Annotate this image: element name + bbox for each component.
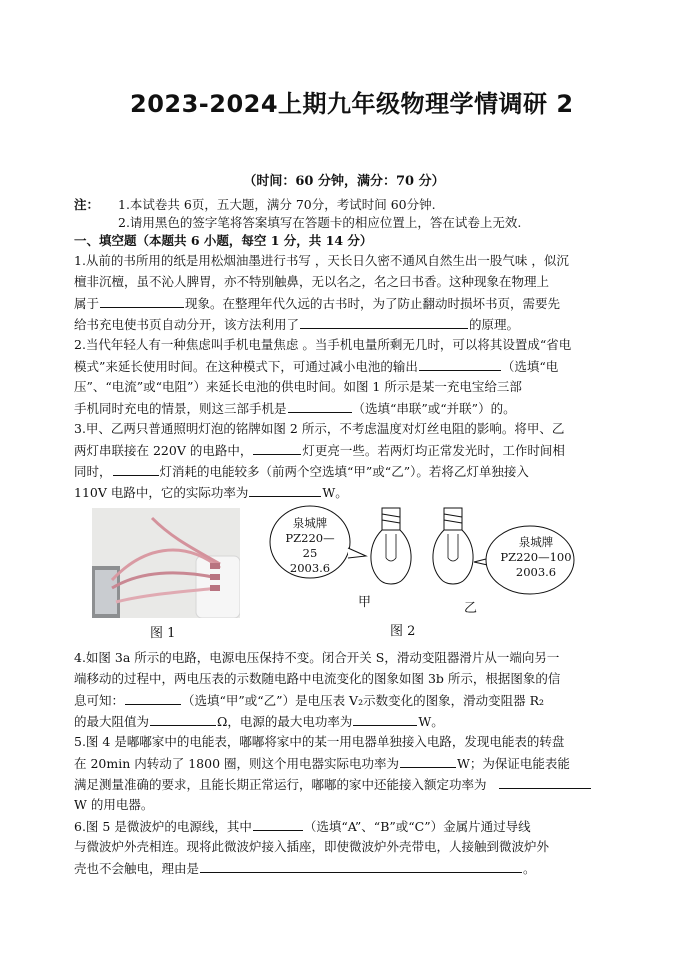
figure-1-caption: 图 1 [150,626,176,641]
q3-line-1: 3.甲、乙两只普通照明灯泡的铭牌如图 2 所示，不考虑温度对灯丝电阻的影响。将甲、乙 [74,421,565,436]
q5-blank-1[interactable] [400,754,456,768]
q4-line-2: 端移动的过程中，两电压表的示数随电路中电流变化的图象如图 3b 所示，根据图象的信 [74,671,561,686]
q6-line-2: 与微波炉外壳相连。现将此微波炉接入插座，即使微波炉外壳带电，人接触到微波炉外 [74,839,550,854]
figure-2-caption: 图 2 [390,624,416,639]
q1-blank-2[interactable] [300,315,468,329]
q4-blank-3[interactable] [353,712,417,726]
q1-blank-1[interactable] [100,294,184,308]
q6-blank-1[interactable] [253,817,303,831]
q5-line-1: 5.图 4 是嘟嘟家中的电能表，嘟嘟将家中的某一用电器单独接入电路，发现电能表的转盘 [74,734,565,749]
q6-line-1: 6.图 5 是微波炉的电源线，其中 （选填“A”、“B”或“C”）金属片通过导线 [74,819,531,834]
q3-blank-3[interactable] [249,483,321,497]
section-1-heading: 一、填空题（本题共 6 小题，每空 1 分，共 14 分） [74,233,373,248]
q4-line-3: 息可知： （选填“甲”或“乙”）是电压表 V₂示数变化的图象，滑动变阻器 R₂ [74,693,544,708]
q2-line-4: 手机同时充电的情景，则这三部手机是 （选填“串联”或“并联”）的。 [74,401,516,416]
lamp-a-label: 甲 [358,595,372,610]
q2-blank-2[interactable] [288,399,352,413]
q1-line-2: 檀非沉檀，虽不沁人脾胃，亦不特别触鼻，无以名之，名之曰书香。这种现象在物理上 [74,274,550,289]
q2-line-2: 模式”来延长使用时间。在这种模式下，可通过减小电池的输出 （选填“电 [74,359,559,374]
q4-blank-2[interactable] [150,712,216,726]
lamp-a-nameplate: 泉城牌 PZ220—25 2003.6 [285,516,335,575]
q3-line-4: 110V 电路中，它的实际功率为 W。 [74,485,348,500]
q2-line-3: 压”、“电流”或“电阻”）来延长电池的供电时间。如图 1 所示是某一充电宝给三部 [74,379,522,394]
q6-blank-2[interactable] [200,859,522,873]
notes-line-2: 2.请用黑色的签字笔将答案填写在答题卡的相应位置上，答在试卷上无效. [118,215,522,230]
q1-line-3: 属于 现象。在整理年代久远的古书时，为了防止翻动时损坏书页，需要先 [74,296,561,311]
lamp-b-nameplate: 泉城牌 PZ220—100 2003.6 [500,535,572,579]
notes-label: 注： [74,197,100,212]
q3-line-2: 两灯串联接在 220V 的电路中， 灯更亮一些。若两灯均正常发光时，工作时间相 [74,443,565,458]
q5-line-3: 满足测量准确的要求，且能长期正常运行，嘟嘟的家中还能接入额定功率为 [74,775,592,794]
exam-time-info: （时间：60 分钟，满分：70 分） [243,174,445,189]
q4-line-4: 的最大阻值为 Ω，电源的最大电功率为 W。 [74,714,444,729]
q4-line-1: 4.如图 3a 所示的电路，电源电压保持不变。闭合开关 S，滑动变阻器滑片从一端向另一 [74,650,560,665]
page-title: 2023-2024上期九年级物理学情调研 2 [130,90,574,118]
q5-line-2: 在 20min 内转动了 1800 圈，则这个用电器实际电功率为 W；为保证电能表能 [74,756,570,771]
q1-line-1: 1.从前的书所用的纸是用松烟油墨进行书写 ，天长日久密不通风自然生出一股气味 ，似沉 [74,253,569,268]
q5-blank-2[interactable] [499,775,591,789]
q5-line-4: W 的用电器。 [74,797,154,812]
q4-blank-1[interactable] [125,691,181,705]
q3-blank-2[interactable] [113,462,159,476]
q3-blank-1[interactable] [253,441,301,455]
q2-blank-1[interactable] [419,357,501,371]
q1-line-4: 给书充电使书页自动分开，该方法利用了 的原理。 [74,317,520,332]
lamp-b-label: 乙 [464,601,478,616]
figure-1-image [92,508,240,618]
notes-line-1: 1.本试卷共 6页，五大题，满分 70分，考试时间 60分钟. [118,197,436,212]
q3-line-3: 同时， 灯消耗的电能较多（前两个空选填“甲”或“乙”）。若将乙灯单独接入 [74,464,529,479]
q6-line-3: 壳也不会触电，理由是 。 [74,861,536,876]
q2-line-1: 2.当代年轻人有一种焦虑叫手机电量焦虑 。当手机电量所剩无几时，可以将其设置成“省电 [74,337,572,352]
